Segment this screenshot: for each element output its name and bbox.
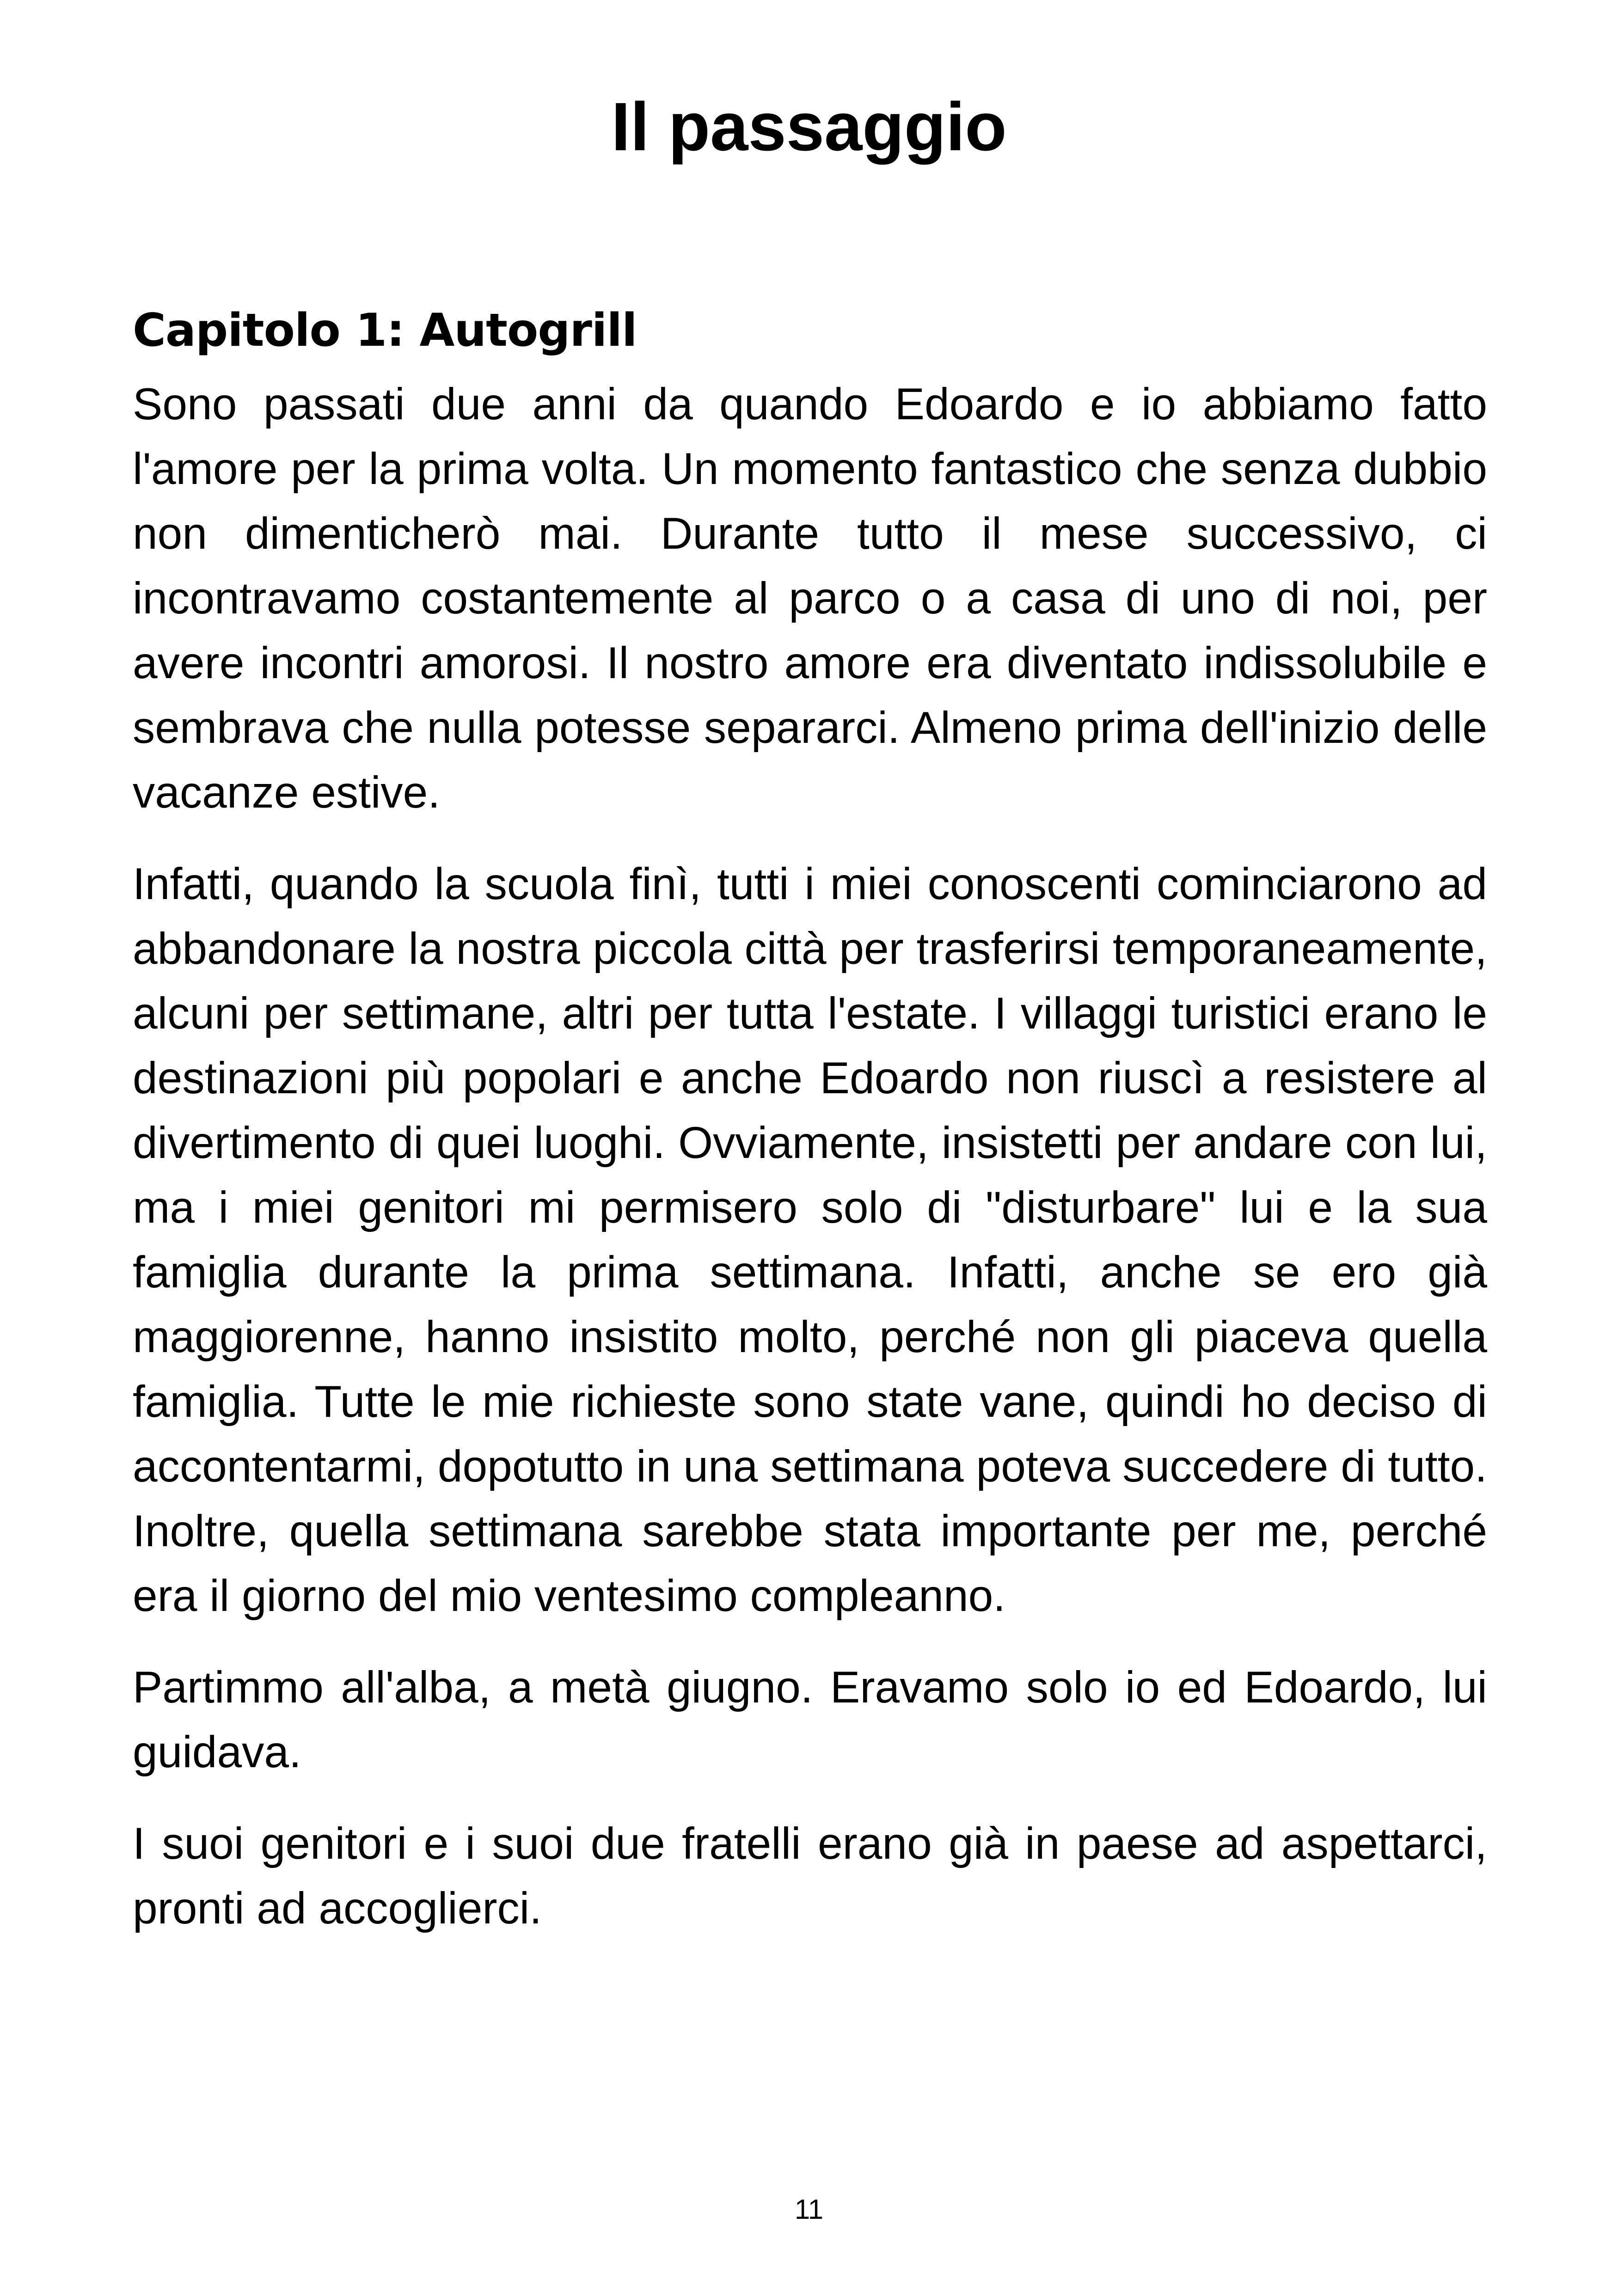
body-text <box>133 372 1487 1968</box>
paragraph: Sono passati due anni da quando Edoardo e io abbiamo fatto l'amore per la prima volta. Un momento fantastico che senza dubbio non dimenticherò mai. Durante tutto il mese successivo, ci incontravamo costantemente al parco o a casa di uno di noi, per avere incontri amorosi. Il nostro amore era diventato indissolubile e sembrava che nulla potesse separarci. Almeno prima dell'inizio delle vacanze estive. <box>133 380 1487 817</box>
page-number: 11 <box>794 2194 824 2225</box>
paragraph: I suoi genitori e i suoi due fratelli erano già in paese ad aspettarci, pronti ad accoglierci. <box>133 1819 1487 1933</box>
page-title: Il passaggio <box>611 89 1007 165</box>
paragraph: Infatti, quando la scuola finì, tutti i miei conoscenti cominciarono ad abbandonare la nostra piccola città per trasferirsi temporaneamente, alcuni per settimane, altri per tutta l'estate. I villaggi turistici erano le destinazioni più popolari e anche Edoardo non riuscì a resistere al divertimento di quei luoghi. Ovviamente, insistetti per andare con lui, ma i miei genitori mi permisero solo di "disturbare" lui e la sua famiglia durante la prima settimana. Infatti, anche se ero già maggiorenne, hanno insistito molto, perché non gli piaceva quella famiglia. Tutte le mie richieste sono state vane, quindi ho deciso di accontentarmi, dopotutto in una settimana poteva succedere di tutto. Inoltre, quella settimana sarebbe stata importante per me, perché era il giorno del mio ventesimo compleanno. <box>133 859 1487 1621</box>
chapter-heading: Capitolo 1: Autogrill <box>133 304 637 357</box>
paragraph: Partimmo all'alba, a metà giugno. Eravamo solo io ed Edoardo, lui guidava. <box>133 1663 1487 1777</box>
